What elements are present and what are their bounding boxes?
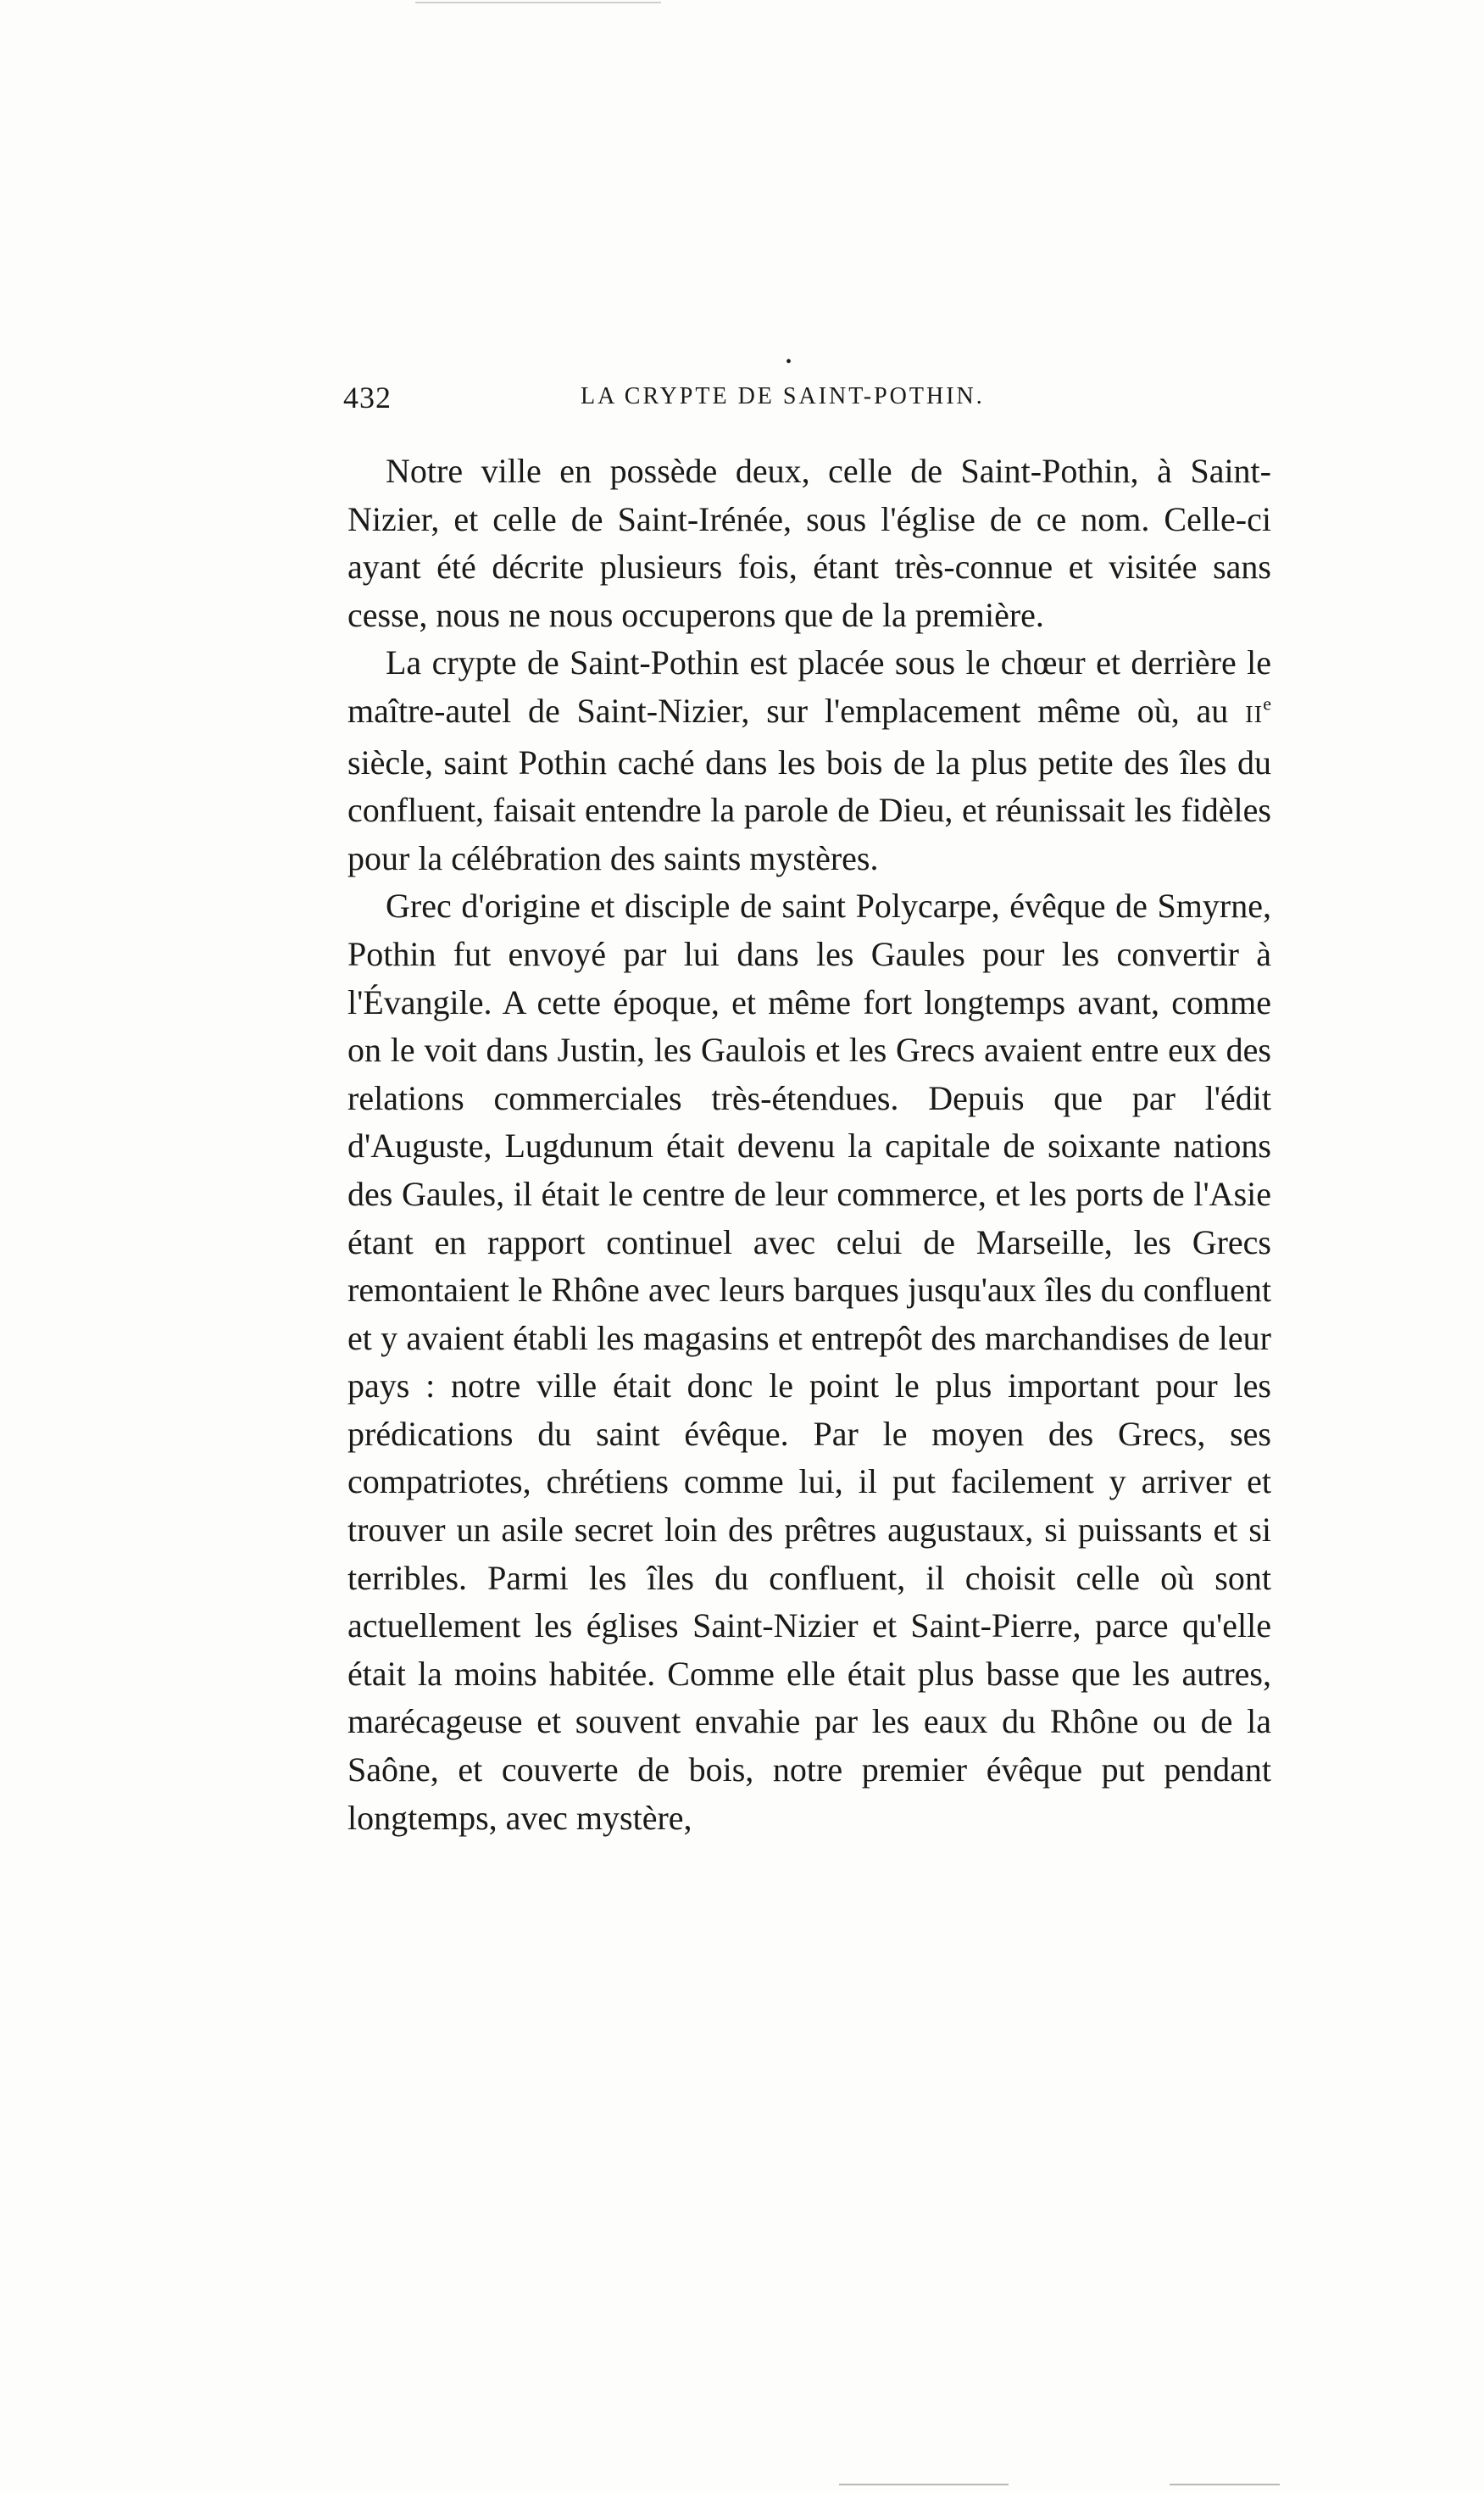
scan-artifact-bottom-2: [1170, 2484, 1280, 2485]
paragraph-3: Grec d'origine et disciple de saint Polycarpe, évêque de Smyrne, Pothin fut envoyé par lui dans les Gaules pour les convertir à l'Évangile. A cette époque, et même fort longtemps avant, comme on le voit dans Justin, les Gaulois et les Grecs avaient entre eux des relations commerciales très-étendues. Depuis que par l'édit d'Auguste, Lugdunum était devenu la capitale de soixante nations des Gaules, il était le centre de leur commerce, et les ports de l'Asie étant en rapport continuel avec celui de Marseille, les Grecs remontaient le Rhône avec leurs barques jusqu'aux îles du confluent et y avaient établi les magasins et entrepôt des marchandises de leur pays : notre ville était donc le point le plus important pour les prédications du saint évêque. Par le moyen des Grecs, ses compatriotes, chrétiens comme lui, il put facilement y arriver et trouver un asile secret loin des prêtres augustaux, si puissants et si terribles. Parmi les îles du confluent, il choisit celle où sont actuellement les églises Saint-Nizier et Saint-Pierre, parce qu'elle était la moins habitée. Comme elle était plus basse que les autres, marécageuse et souvent envahie par les eaux du Rhône ou de la Saône, et couverte de bois, notre premier évêque put pendant longtemps, avec mystère,: [347, 887, 1271, 1837]
body-text: [347, 448, 1271, 1842]
page-number: 432: [343, 381, 392, 415]
paragraph-2: [347, 639, 1271, 882]
century-superscript: e: [1263, 693, 1272, 715]
paragraph-2-start: La crypte de Saint-Pothin est placée sous le chœur et derrière le maître-autel de Saint-Nizier, sur l'emplacement même où, au: [347, 643, 1271, 730]
scan-artifact-bottom-1: [839, 2484, 1009, 2485]
running-head: [343, 353, 1267, 422]
paragraph-2-end: siècle, saint Pothin caché dans les bois de la plus petite des îles du confluent, faisait entendre la parole de Dieu, et réunissait les fidèles pour la célébration des saints mystères.: [347, 743, 1271, 877]
running-title: LA CRYPTE DE SAINT-POTHIN.: [581, 383, 985, 409]
scan-artifact-top: [415, 2, 661, 3]
century-numeral: II: [1245, 700, 1264, 728]
paragraph-1: Notre ville en possède deux, celle de Saint-Pothin, à Saint-Nizier, et celle de Saint-Irénée, sous l'église de ce nom. Celle-ci ayant été décrite plusieurs fois, étant très-connue et visitée sans cesse, nous ne nous occuperons que de la première.: [347, 452, 1271, 634]
ornament-mark: •: [786, 353, 792, 371]
